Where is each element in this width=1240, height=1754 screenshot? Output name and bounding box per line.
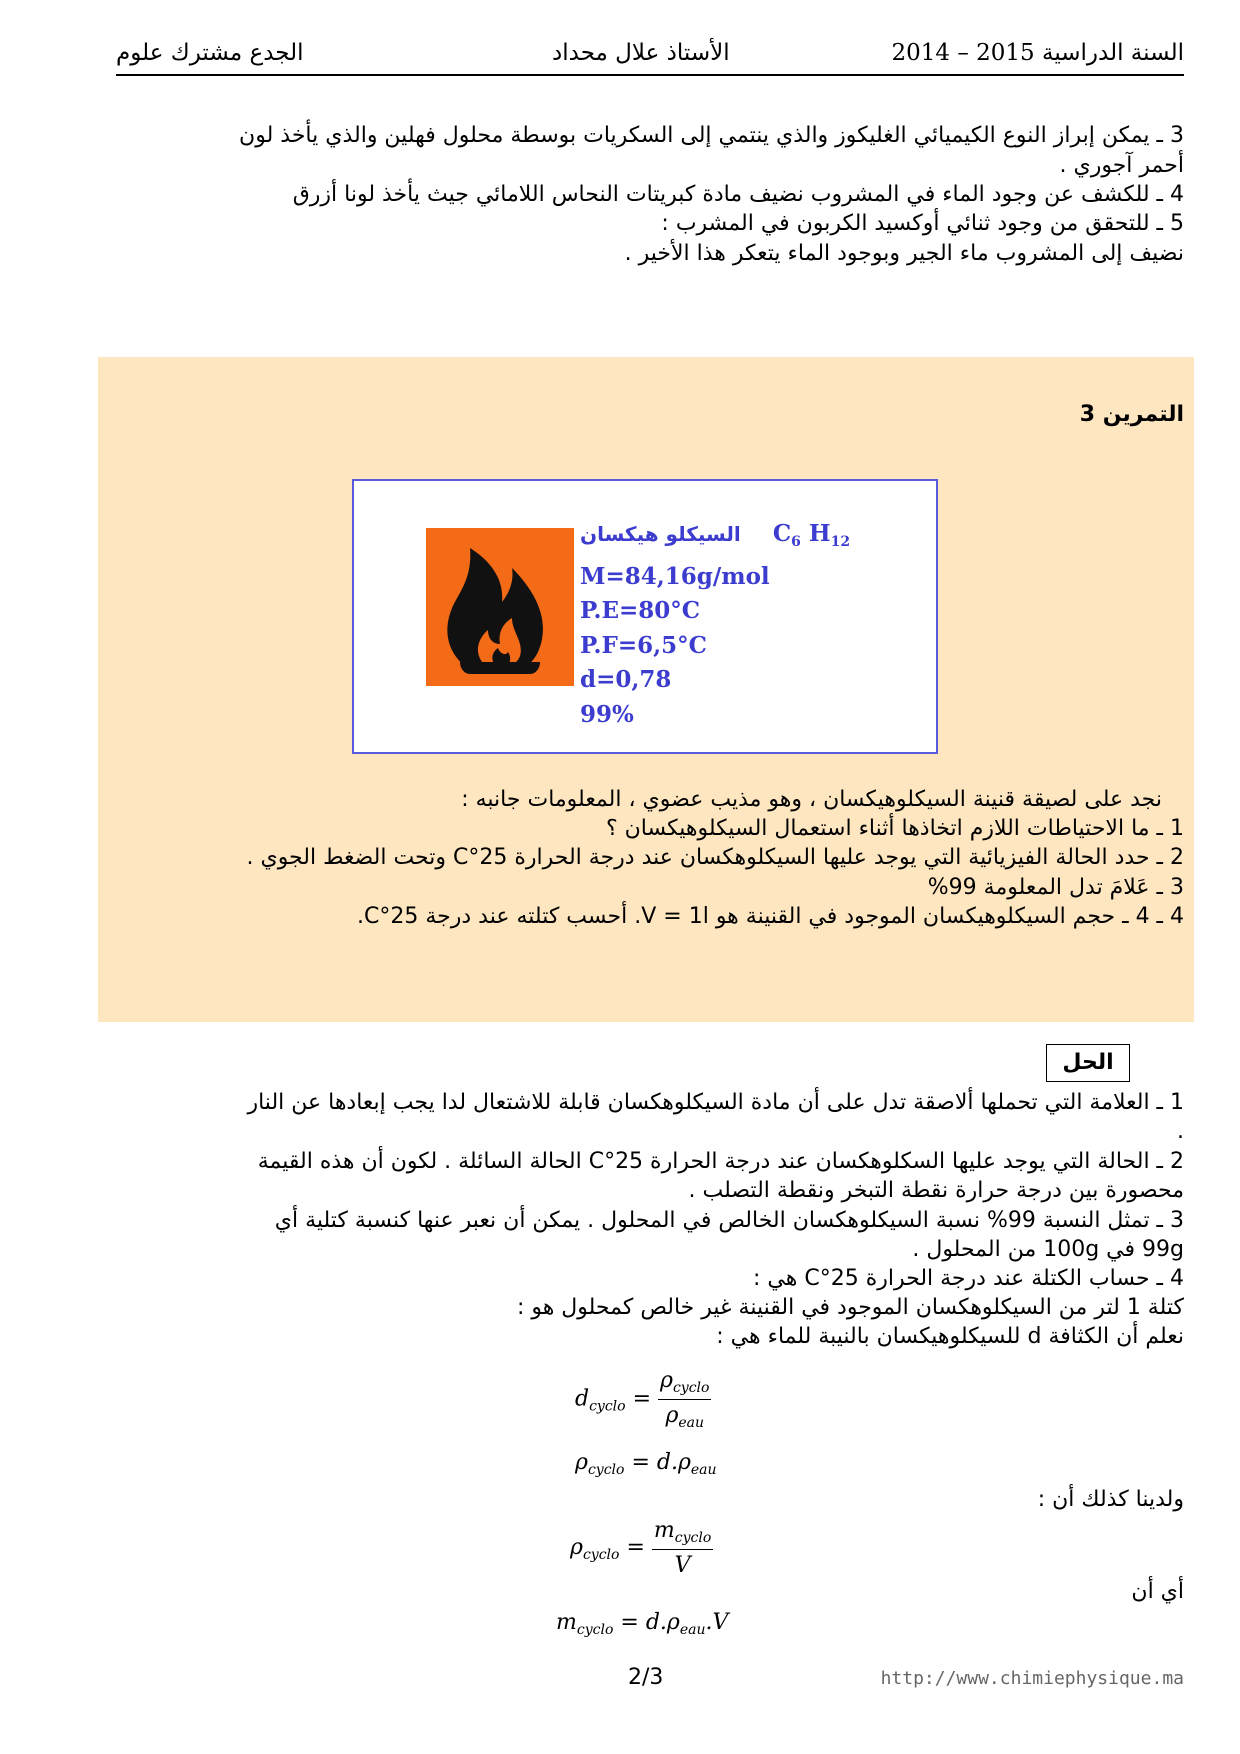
flame-icon [426,528,574,686]
exercise-question-3: 3 ـ عَلامَ تدل المعلومة 99% [927,875,1184,900]
label-title-row [580,517,850,560]
exercise-intro: نجد على لصيقة قنينة السيكلوهيكسان ، وهو مذيب عضوي ، المعلومات جانبه : [461,787,1162,812]
intro-item-3: 5 ـ للتحقق من وجود ثنائي أوكسيد الكربون في المشرب : [661,211,1184,236]
intro-item-2: 4 ـ للكشف عن وجود الماء في المشروب نضيف مادة كبريتات النحاس اللامائي جيث يأخذ لونا أزرق [292,182,1184,207]
solution-line-2: . [1177,1119,1184,1144]
label-boiling-point: P.E=80°C [580,597,701,624]
flammable-hazard-symbol [426,528,574,686]
intro-item-3-cont: نضيف إلى المشروب ماء الجير وبوجود الماء يتعكر هذا الأخير . [624,241,1184,266]
solution-title: الحل [1046,1044,1130,1082]
label-formula: $C_6$ $H_{12}$ [772,520,851,550]
solution-line-6: 99g في 100g من المحلول . [912,1237,1184,1262]
footer-url[interactable]: http://www.chimiephysique.ma [880,1668,1184,1689]
header-level: الجدع مشترك علوم [116,40,304,66]
formula-density: $d_{cyclo}$ = $\frac{\rho_{cyclo}}{\rho_{eau}}$ [575,1368,710,1431]
header-rule [116,74,1184,76]
label-purity: 99% [580,700,634,728]
header-year-value: 2014 – 2015 [891,40,1035,66]
solution-line-4: محصورة بين درجة حرارة نقطة التبخر ونقطة التصلب . [688,1178,1184,1203]
solution-line-8: كتلة 1 لتر من السيكلوهكسان الموجود في القنينة غير خالص كمحلول هو : [516,1295,1184,1320]
label-density: d=0,78 [580,666,672,693]
intro-item-1: 3 ـ يمكن إبراز النوع الكيميائي الغليكوز والذي ينتمي إلى السكريات بوسطة محلول فهلين والذي يأخذ لون [239,123,1184,148]
solution-line-9: نعلم أن الكثافة d للسيكلوهيكسان بالنيبة للماء هي : [716,1324,1184,1349]
exercise-question-1: 1 ـ ما الاحتياطات اللازم اتخاذها أثناء استعمال السيكلوهيكسان ؟ [605,816,1184,841]
formula-mass-volume: $\rho_{cyclo}$ = $\frac{m_{cyclo}}{V}$ [570,1518,712,1578]
header-teacher: الأستاذ علال محداد [552,40,730,66]
exercise-question-2: 2 ـ حدد الحالة الفيزيائية التي يوجد عليها السيكلوهكسان عند درجة الحرارة 25°C وتحت الضغط الجوي . [246,845,1184,870]
label-melting-point: P.F=6,5°C [580,631,707,659]
header-year [891,40,1184,66]
page-number: 2/3 [628,1665,664,1690]
exercise-question-4: 4 ـ 4 ـ حجم السيكلوهيكسان الموجود في القنينة هو V = 1l. أحسب كتلته عند درجة 25°C. [357,904,1184,929]
intro-item-1-cont: أحمر آجوري . [1059,153,1184,178]
solution-line-3: 2 ـ الحالة التي يوجد عليها السكلوهكسان عند درجة الحرارة 25°C الحالة السائلة . لكون أن هذه القيمة [257,1149,1184,1174]
solution-line-7: 4 ـ حساب الكتلة عند درجة الحرارة 25°C هي : [753,1266,1184,1291]
solution-also: ولدينا كذلك أن : [1037,1487,1184,1512]
product-label [352,479,938,754]
formula-rho-cyclo: $\rho_{cyclo} = d.\rho_{eau}$ [575,1450,717,1478]
header-year-label: السنة الدراسية [1041,40,1184,66]
label-text [580,517,850,732]
formula-mass: $m_{cyclo} = d.\rho_{eau}.V$ [556,1610,729,1638]
solution-line-1: 1 ـ العلامة التي تحملها ألاصقة تدل على أن مادة السيكلوهكسان قابلة للاشتعال لدا يجب إبعادها عن النار [247,1090,1184,1115]
label-name: السيكلو هيكسان [580,522,741,546]
label-molar-mass: M=84,16g/mol [580,562,770,590]
exercise-title: التمرين 3 [1079,402,1184,427]
solution-line-5: 3 ـ تمثل النسبة 99% نسبة السيكلوهكسان الخالص في المحلول . يمكن أن نعبر عنها كنسبة كتلية أي [274,1208,1184,1233]
solution-thus: أي أن [1131,1579,1184,1604]
